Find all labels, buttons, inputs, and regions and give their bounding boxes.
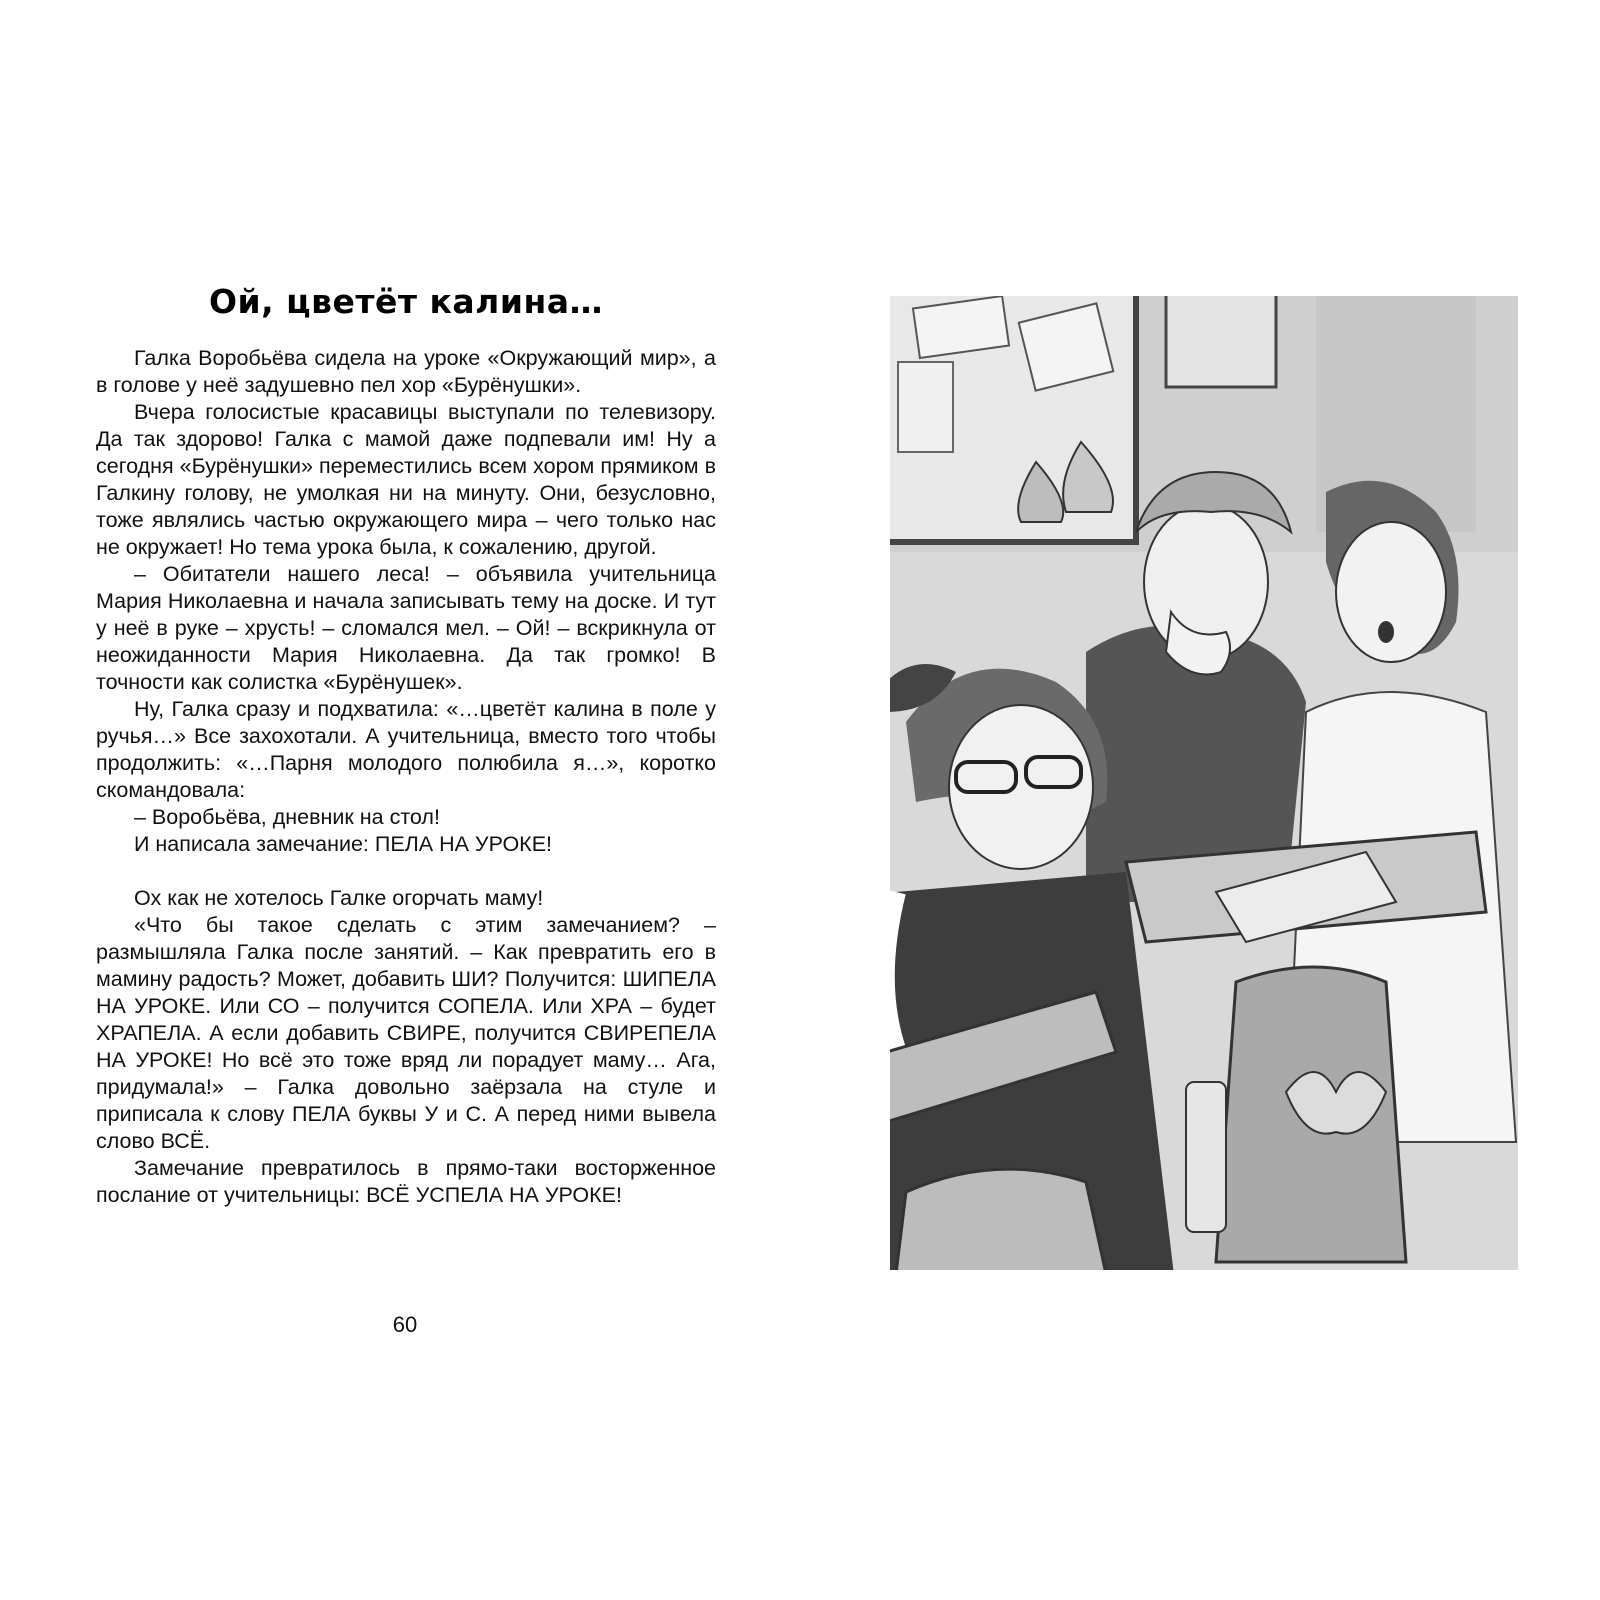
paragraph: Вчера голосистые красавицы выступали по телевизору. Да так здорово! Галка с мамой даже подпевали им! Ну а сегодня «Бурёнушки» переместились всем хором прямиком в Галкину голову, не умолкая ни на минуту. Они, безусловно, тоже являлись частью окружающего мира – чего только нас не окружает! Но тема урока была, к сожалению, другой.	[96, 400, 716, 559]
paragraph: И написала замечание: ПЕЛА НА УРОКЕ!	[134, 832, 553, 856]
paragraph: Галка Воробьёва сидела на уроке «Окружающий мир», а в голове у неё задушевно пел хор «Бурёнушки».	[96, 346, 716, 397]
chapter-title: Ой, цветёт калина…	[208, 282, 604, 321]
paragraph: Ох как не хотелось Галке огорчать маму!	[134, 886, 544, 910]
paragraph: «Что бы такое сделать с этим замечанием? – размышляла Галка после занятий. – Как превратить его в мамину радость? Может, добавить ШИ? Получится: ШИПЕЛА НА УРОКЕ. Или СО – получится СОПЕЛА. Или ХРА – будет ХРАПЕЛА. А если добавить СВИРЕ, получится СВИРЕПЕЛА НА УРОКЕ! Но всё это тоже вряд ли порадует маму… Ага, придумала!» – Галка довольно заёрзала на стуле и приписала к слову ПЕЛА буквы У и С. А перед ними вывела слово ВСЁ.	[96, 913, 716, 1153]
paragraph: Ну, Галка сразу и подхватила: «…цветёт калина в поле у ручья…» Все захохотали. А учительница, вместо того чтобы продолжить: «…Парня молодого полюбила я…», коротко скомандовала:	[96, 697, 716, 802]
page-number: 60	[392, 1312, 418, 1337]
paragraph: Замечание превратилось в прямо-таки восторженное послание от учительницы: ВСЁ УСПЕЛА НА УРОКЕ!	[96, 1156, 716, 1207]
section-break	[96, 858, 716, 885]
left-page	[96, 282, 716, 1209]
illustration-drawing	[886, 292, 1522, 1274]
paragraph: – Обитатели нашего леса! – объявила учительница Мария Николаевна и начала записывать тему на доске. И тут у неё в руке – хрусть! – сломался мел. – Ой! – вскрикнула от неожиданности Мария Николаевна. Да так громко! В точности как солистка «Бурёнушек».	[96, 562, 716, 694]
paragraph: – Воробьёва, дневник на стол!	[134, 805, 440, 829]
classroom-illustration	[886, 292, 1522, 1274]
